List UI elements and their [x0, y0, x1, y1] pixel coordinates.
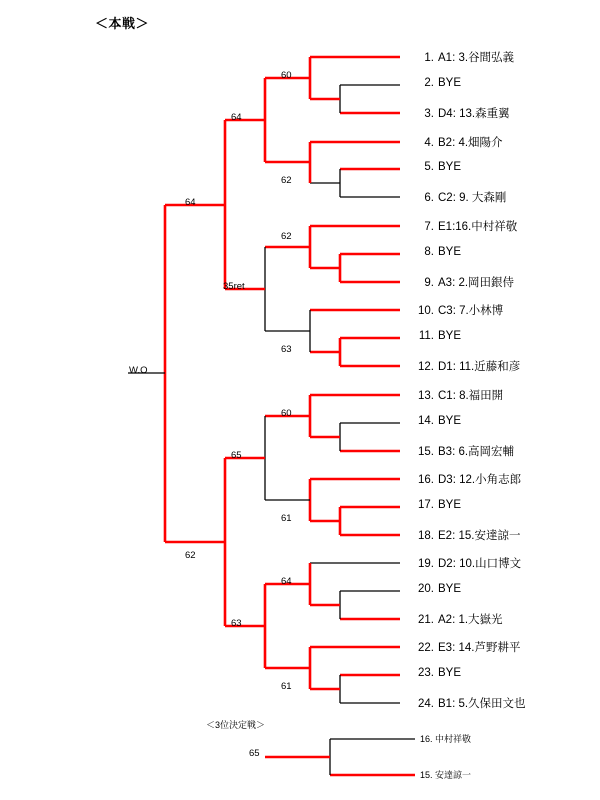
entry-label: C2: 9. 大森剛: [438, 192, 507, 204]
match-score: 65: [231, 450, 242, 461]
entry-label: C1: 8.福田開: [438, 390, 504, 402]
entry-label: BYE: [438, 246, 462, 258]
entry-number: 24.: [418, 698, 434, 710]
bracket-entry[interactable]: [408, 639, 520, 655]
entry-label: B1: 5.久保田文也: [438, 698, 526, 710]
bracket-entry[interactable]: [408, 105, 510, 121]
entry-number: 4.: [424, 137, 434, 149]
match-score: 62: [281, 175, 292, 186]
entry-number: 3.: [424, 108, 434, 120]
entry-number: 10.: [418, 305, 434, 317]
entry-label: BYE: [438, 415, 462, 427]
bracket-entry[interactable]: [408, 189, 506, 205]
entry-number: 7.: [424, 221, 434, 233]
entry-number: 17.: [418, 499, 434, 511]
bracket-entry[interactable]: [408, 134, 503, 150]
entry-number: 11.: [418, 330, 434, 342]
match-score: 60: [281, 408, 292, 419]
entry-number: 6.: [424, 192, 434, 204]
third-place-entry[interactable]: 15. 安達諒一: [420, 770, 472, 780]
entry-number: 5.: [424, 161, 434, 173]
match-score: 60: [281, 70, 292, 81]
match-score: 61: [281, 681, 292, 692]
entry-number: 9.: [424, 277, 434, 289]
bracket-entry[interactable]: [408, 611, 503, 627]
match-score: 62: [281, 231, 292, 242]
final-result: W.O: [129, 365, 148, 376]
bracket-entry[interactable]: [408, 555, 521, 571]
match-score: 64: [185, 197, 196, 208]
entry-number: 14.: [418, 415, 434, 427]
entry-label: A1: 3.谷間弘義: [438, 52, 515, 64]
entry-number: 16.: [418, 474, 434, 486]
third-place-title: ＜3位決定戦＞: [206, 720, 266, 730]
third-place-score: 65: [249, 748, 260, 759]
entry-number: 18.: [418, 530, 434, 542]
entry-label: A2: 1.大嶽光: [438, 614, 503, 626]
match-score: 62: [185, 550, 196, 561]
bracket-entry[interactable]: [408, 695, 526, 711]
match-score: 64: [231, 112, 242, 123]
bracket-entry[interactable]: [408, 77, 461, 89]
entry-label: C3: 7.小林博: [438, 305, 504, 317]
third-place-entry[interactable]: 16. 中村祥敬: [420, 734, 472, 744]
page-title: ＜本戦＞: [95, 16, 150, 31]
entry-number: 22.: [418, 642, 434, 654]
entry-number: 8.: [424, 246, 434, 258]
entry-label: E1:16.中村祥敬: [438, 221, 518, 233]
bracket-entry[interactable]: [408, 387, 503, 403]
entry-label: A3: 2.岡田銀侍: [438, 277, 515, 289]
entry-number: 23.: [418, 667, 434, 679]
entry-number: 1.: [424, 52, 434, 64]
entry-number: 12.: [418, 361, 434, 373]
entry-label: BYE: [438, 161, 462, 173]
entry-number: 13.: [418, 390, 434, 402]
bracket-entry[interactable]: [408, 218, 517, 234]
match-score: 63: [231, 618, 242, 629]
entry-label: BYE: [438, 583, 462, 595]
match-score: 64: [281, 576, 292, 587]
bracket-entry[interactable]: [408, 246, 461, 258]
match-score: 35ret: [223, 281, 245, 292]
match-score: 63: [281, 344, 292, 355]
entry-label: D1: 11.近藤和彦: [438, 361, 521, 373]
entry-label: BYE: [438, 667, 462, 679]
entry-label: D2: 10.山口博文: [438, 558, 522, 570]
bracket-entry[interactable]: [408, 358, 520, 374]
bracket-entry[interactable]: [408, 330, 461, 342]
bracket-entry[interactable]: [408, 49, 514, 65]
match-score: 61: [281, 513, 292, 524]
bracket-entry[interactable]: [408, 161, 461, 173]
bracket-entry[interactable]: [408, 415, 461, 427]
entry-label: B3: 6.高岡宏輔: [438, 446, 515, 458]
bracket-entry[interactable]: [408, 583, 461, 595]
entry-label: E2: 15.安達諒一: [438, 530, 521, 542]
entry-number: 20.: [418, 583, 434, 595]
bracket-entry[interactable]: [408, 302, 503, 318]
entry-number: 15.: [418, 446, 434, 458]
entry-number: 19.: [418, 558, 434, 570]
entry-label: BYE: [438, 499, 462, 511]
bracket-entry[interactable]: [408, 471, 521, 487]
bracket-entry[interactable]: [408, 667, 461, 679]
entry-label: BYE: [438, 330, 462, 342]
entry-label: B2: 4.畑陽介: [438, 137, 503, 149]
bracket-entry[interactable]: [408, 499, 461, 511]
bracket-entry[interactable]: [408, 527, 520, 543]
entry-label: D4: 13.森重翼: [438, 108, 510, 120]
entry-label: E3: 14.芦野耕平: [438, 642, 521, 654]
entry-number: 2.: [424, 77, 434, 89]
entry-number: 21.: [418, 614, 434, 626]
bracket-entry[interactable]: [408, 443, 514, 459]
bracket-entry[interactable]: [408, 274, 514, 290]
entry-label: BYE: [438, 77, 462, 89]
entry-label: D3: 12.小角志郎: [438, 474, 522, 486]
